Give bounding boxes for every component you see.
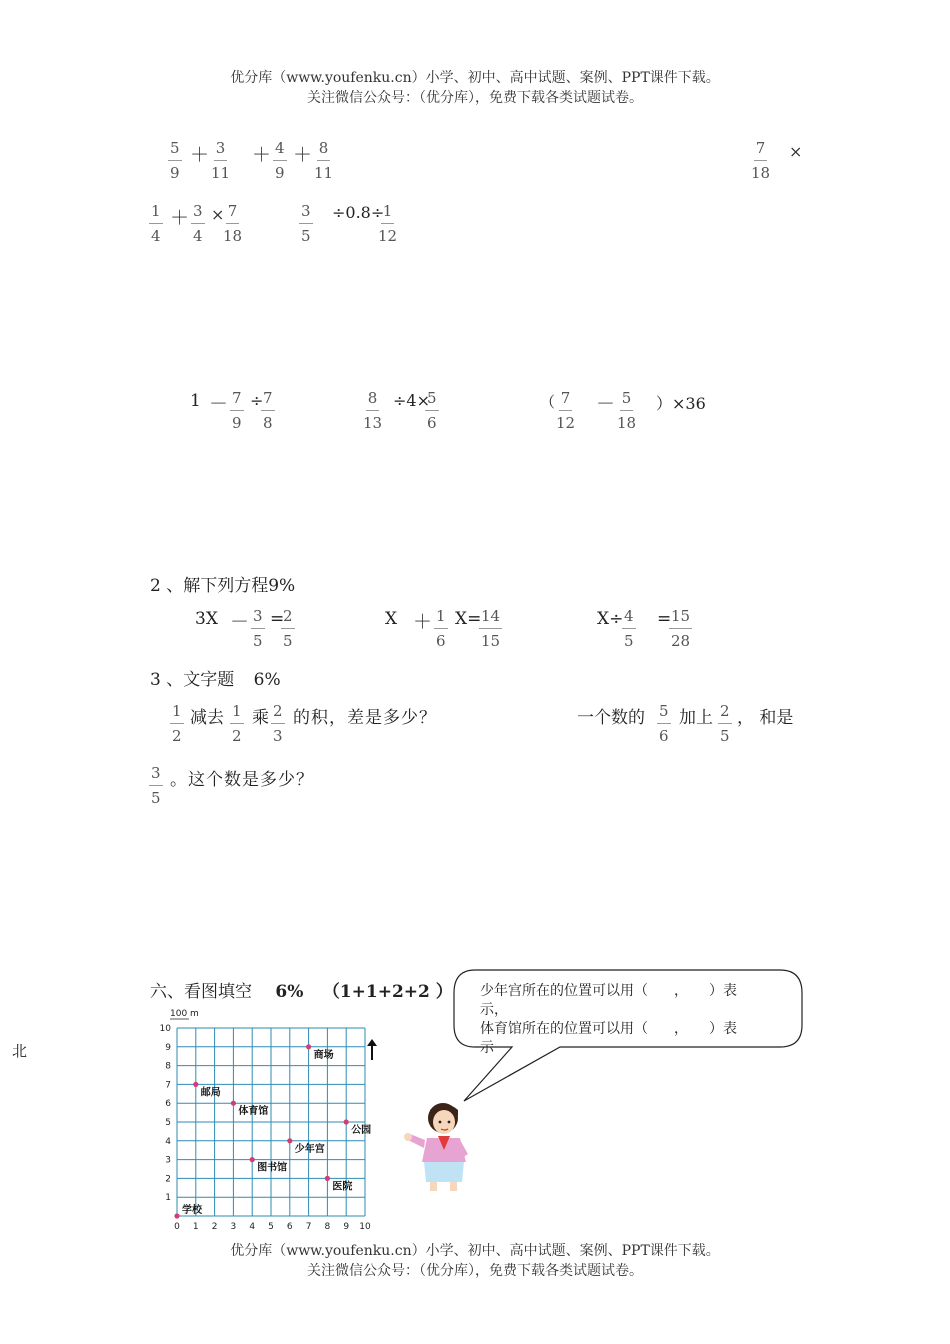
fraction: $\frac{5}{9}$ bbox=[170, 139, 180, 182]
fraction: $\frac{3}{5}$ bbox=[253, 607, 263, 650]
fraction: $\frac{7}{8}$ bbox=[263, 389, 273, 432]
plus-sign: ＋ bbox=[252, 144, 272, 166]
y-tick-label: 10 bbox=[159, 1024, 171, 1034]
equals-sign: = bbox=[657, 609, 672, 629]
fraction: $\frac{1}{12}$ bbox=[378, 202, 398, 245]
north-arrow-icon bbox=[365, 1038, 379, 1062]
y-tick-label: 9 bbox=[165, 1042, 171, 1053]
x-tick-label: 4 bbox=[249, 1222, 256, 1232]
point-label: 图书馆 bbox=[257, 1162, 288, 1174]
section-2-title: 2 、解下列方程9% bbox=[150, 576, 296, 596]
q1-text-1: 减去 bbox=[190, 708, 224, 728]
q1-text-3: 的积，差是多少？ bbox=[293, 708, 437, 728]
bubble-line-1-text: 少年宫所在的位置可以用（ bbox=[480, 983, 648, 999]
bubble-line-2-end: ）表 bbox=[709, 1021, 737, 1037]
point-label: 医院 bbox=[332, 1181, 353, 1193]
data-point bbox=[344, 1119, 349, 1124]
section-3-title bbox=[150, 665, 281, 690]
q2-text-1: 一个数的 bbox=[577, 708, 645, 728]
footer-line-2: 关注微信公众号：（优分库），免费下载各类试题试卷。 bbox=[307, 1263, 643, 1279]
header-line-1: 优分库（www.youfenku.cn）小学、初中、高中试题、案例、PPT课件下载。 bbox=[230, 70, 720, 86]
point-label: 体育馆 bbox=[238, 1106, 269, 1118]
divide-times-text: ÷4× bbox=[393, 391, 430, 410]
section-6-points: （1+1+2+2 ） bbox=[322, 982, 453, 1002]
fraction: $\frac{1}{2}$ bbox=[172, 702, 182, 745]
data-point bbox=[231, 1101, 236, 1106]
times-sign: × bbox=[211, 205, 225, 224]
bubble-line-1-cont: 示， bbox=[480, 1002, 508, 1018]
plus-sign: ＋ bbox=[413, 611, 433, 633]
point-label: 商场 bbox=[313, 1049, 334, 1061]
fraction: $\frac{5}{6}$ bbox=[427, 389, 437, 432]
right-paren-times: ）×36 bbox=[656, 394, 706, 413]
bubble-line-1-end: ）表 bbox=[709, 983, 737, 999]
q1-text-2: 乘 bbox=[252, 708, 269, 728]
q2-text-2: 加上 bbox=[679, 708, 713, 728]
section-6-title bbox=[150, 977, 453, 1002]
equals-sign: = bbox=[270, 609, 285, 629]
plus-sign: ＋ bbox=[170, 207, 190, 229]
fraction: $\frac{5}{6}$ bbox=[659, 702, 669, 745]
fraction: $\frac{1}{4}$ bbox=[151, 202, 161, 245]
bubble-line-2 bbox=[480, 1018, 737, 1038]
y-tick-label: 5 bbox=[165, 1118, 171, 1128]
fraction: $\frac{3}{11}$ bbox=[211, 139, 231, 182]
y-tick-label: 6 bbox=[165, 1099, 171, 1110]
fraction: $\frac{8}{11}$ bbox=[314, 139, 334, 182]
eq3-lhs: X÷ bbox=[597, 609, 624, 629]
data-point bbox=[250, 1157, 255, 1162]
fraction: $\frac{15}{28}$ bbox=[671, 607, 691, 650]
q2-text-3: ， 和是 bbox=[737, 708, 794, 728]
plus-sign: ＋ bbox=[293, 144, 313, 166]
fraction: $\frac{4}{5}$ bbox=[624, 607, 634, 650]
fraction: $\frac{2}{3}$ bbox=[273, 702, 283, 745]
header-line-2: 关注微信公众号：（优分库），免费下载各类试题试卷。 bbox=[307, 90, 643, 106]
plus-sign: ＋ bbox=[190, 144, 210, 166]
number-one: 1 bbox=[190, 391, 201, 411]
x-tick-label: 10 bbox=[359, 1222, 371, 1232]
minus-sign: － bbox=[209, 393, 229, 415]
left-paren: （ bbox=[540, 393, 556, 411]
x-tick-label: 1 bbox=[192, 1222, 199, 1232]
fraction: $\frac{5}{18}$ bbox=[617, 389, 637, 432]
fraction: $\frac{3}{4}$ bbox=[193, 202, 203, 245]
x-tick-label: 7 bbox=[305, 1222, 312, 1232]
section-3-title-text: 3 、文字题 bbox=[150, 670, 235, 690]
axis-ticks bbox=[160, 1024, 371, 1232]
fraction: $\frac{7}{18}$ bbox=[223, 202, 243, 245]
fraction: $\frac{2}{5}$ bbox=[283, 607, 293, 650]
bubble-comma: ， bbox=[674, 983, 681, 999]
q2-text-4: 。这个数是多少？ bbox=[170, 770, 314, 790]
fraction: $\frac{7}{12}$ bbox=[556, 389, 576, 432]
point-label: 公园 bbox=[351, 1125, 372, 1136]
x-tick-label: 2 bbox=[211, 1222, 218, 1232]
minus-sign: － bbox=[230, 611, 250, 633]
points-layer bbox=[174, 1044, 371, 1218]
point-label: 邮局 bbox=[200, 1087, 221, 1099]
y-tick-label: 3 bbox=[165, 1155, 171, 1166]
x-tick-label: 0 bbox=[174, 1222, 180, 1232]
x-tick-label: 5 bbox=[268, 1222, 274, 1232]
section-6-title-text: 六、看图填空 bbox=[150, 982, 252, 1002]
y-tick-label: 2 bbox=[165, 1174, 171, 1185]
north-label: 北 bbox=[12, 1042, 28, 1060]
footer-line-1: 优分库（www.youfenku.cn）小学、初中、高中试题、案例、PPT课件下载。 bbox=[230, 1243, 720, 1259]
fraction: $\frac{2}{5}$ bbox=[720, 702, 730, 745]
eq2-lhs: X bbox=[385, 609, 398, 629]
fraction: $\frac{3}{5}$ bbox=[301, 202, 311, 245]
x-tick-label: 3 bbox=[230, 1222, 237, 1232]
data-point bbox=[306, 1044, 311, 1049]
x-tick-label: 8 bbox=[324, 1222, 331, 1232]
fraction: $\frac{14}{15}$ bbox=[481, 607, 501, 650]
y-tick-label: 8 bbox=[165, 1061, 171, 1072]
fraction: $\frac{8}{13}$ bbox=[363, 389, 383, 432]
bubble-line-1 bbox=[480, 980, 737, 1000]
section-3-score: 6% bbox=[253, 670, 281, 690]
point-label: 少年宫 bbox=[294, 1143, 325, 1155]
divide-sign: ÷ bbox=[250, 391, 264, 410]
fraction: $\frac{3}{5}$ bbox=[151, 764, 161, 807]
x-tick-label: 9 bbox=[343, 1222, 350, 1232]
bubble-line-2-cont: 示 bbox=[480, 1040, 494, 1056]
fraction: $\frac{4}{9}$ bbox=[275, 139, 285, 182]
fraction: $\frac{1}{6}$ bbox=[436, 607, 446, 650]
unit-label: 100 m bbox=[170, 1009, 199, 1019]
eq1-lhs: 3X bbox=[195, 609, 218, 629]
x-equals: X= bbox=[455, 609, 482, 629]
fraction: $\frac{1}{2}$ bbox=[232, 702, 242, 745]
map-grid-chart bbox=[150, 1005, 385, 1240]
data-point bbox=[287, 1138, 292, 1143]
y-tick-label: 1 bbox=[165, 1193, 171, 1204]
times-sign: × bbox=[789, 142, 803, 161]
point-label: 学校 bbox=[182, 1205, 202, 1216]
x-tick-label: 6 bbox=[286, 1222, 293, 1232]
data-point bbox=[193, 1082, 198, 1087]
y-tick-label: 4 bbox=[165, 1136, 171, 1147]
fraction: $\frac{7}{18}$ bbox=[751, 139, 771, 182]
bubble-comma: ， bbox=[674, 1021, 681, 1037]
bubble-line-2-text: 体育馆所在的位置可以用（ bbox=[480, 1021, 648, 1037]
girl-illustration bbox=[400, 1098, 475, 1193]
minus-sign: － bbox=[596, 393, 616, 415]
data-point bbox=[325, 1176, 330, 1181]
section-6-score: 6% bbox=[275, 982, 304, 1002]
data-point bbox=[174, 1213, 179, 1218]
fraction: $\frac{7}{9}$ bbox=[232, 389, 242, 432]
y-tick-label: 7 bbox=[165, 1080, 171, 1091]
divide-text: ÷0.8÷ bbox=[332, 203, 385, 222]
